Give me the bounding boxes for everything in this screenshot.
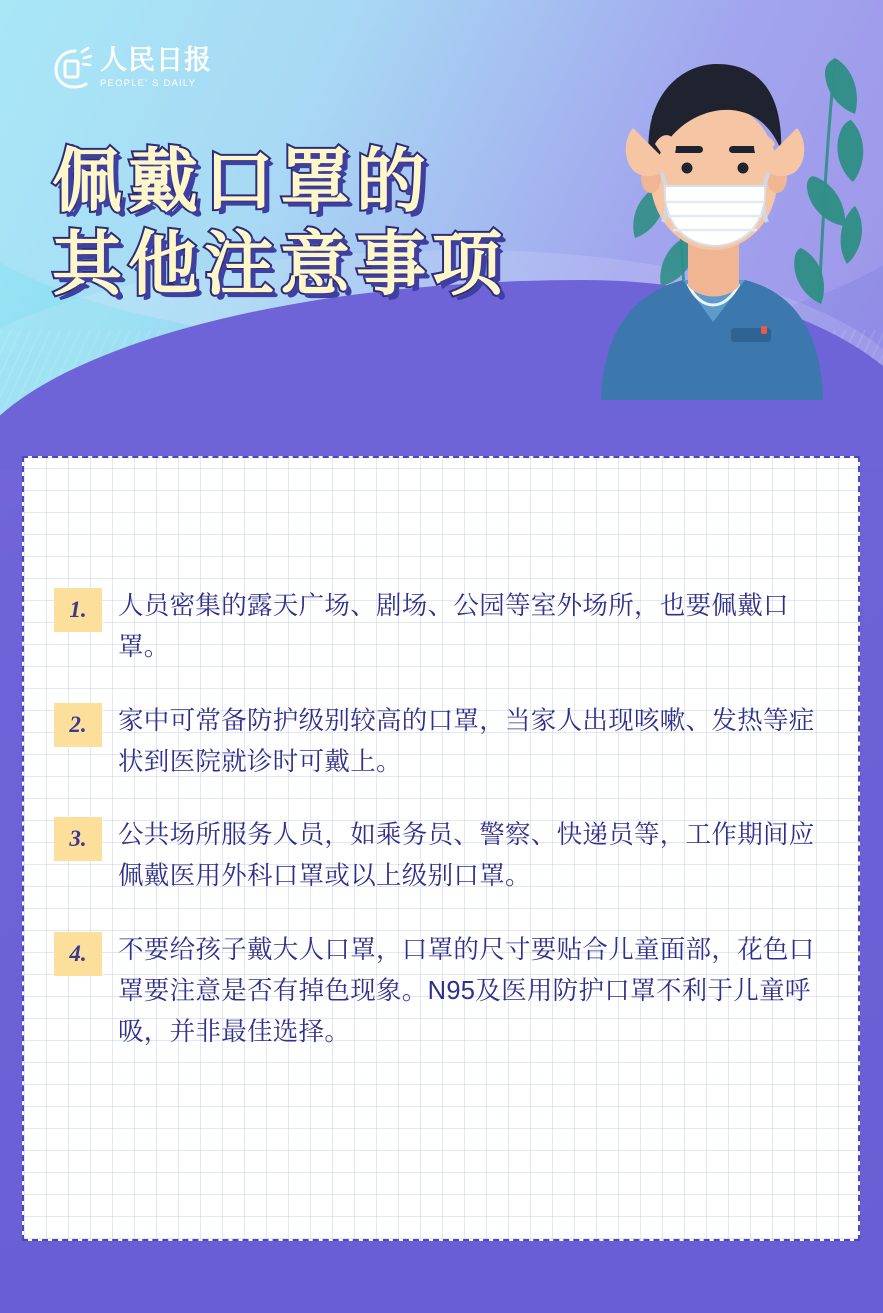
tip-number: 2. <box>54 703 102 747</box>
tip-number: 1. <box>54 588 102 632</box>
man-wearing-mask-illustration <box>483 0 883 400</box>
tip-text: 人员密集的露天广场、剧场、公园等室外场所，也要佩戴口罩。 <box>118 592 789 662</box>
brand-logo <box>52 46 212 90</box>
list-item <box>54 586 824 669</box>
header-banner <box>0 0 883 470</box>
tip-number: 3. <box>54 817 102 861</box>
list-item <box>54 815 824 898</box>
brand-name-en: PEOPLE' S DAILY <box>100 78 197 89</box>
tip-number: 4. <box>54 932 102 976</box>
at-sign-megaphone-icon <box>52 46 92 90</box>
tip-text: 不要给孩子戴大人口罩，口罩的尺寸要贴合儿童面部，花色口罩要注意是否有掉色现象。N95及医用防护口罩不利于儿童呼吸，并非最佳选择。 <box>118 935 815 1047</box>
page-title-line-1: 佩戴口罩的 <box>52 142 432 220</box>
page-title <box>52 140 508 305</box>
tip-text: 公共场所服务人员，如乘务员、警察、快递员等，工作期间应佩戴医用外科口罩或以上级别口罩。 <box>118 821 815 891</box>
tips-card <box>22 456 860 1241</box>
list-item <box>54 930 824 1054</box>
tip-text: 家中可常备防护级别较高的口罩，当家人出现咳嗽、发热等症状到医院就诊时可戴上。 <box>118 706 815 776</box>
list-item <box>54 701 824 784</box>
page-title-line-2: 其他注意事项 <box>52 224 508 303</box>
footer-strip <box>0 1241 883 1313</box>
brand-name-cn: 人民日报 <box>100 45 212 75</box>
